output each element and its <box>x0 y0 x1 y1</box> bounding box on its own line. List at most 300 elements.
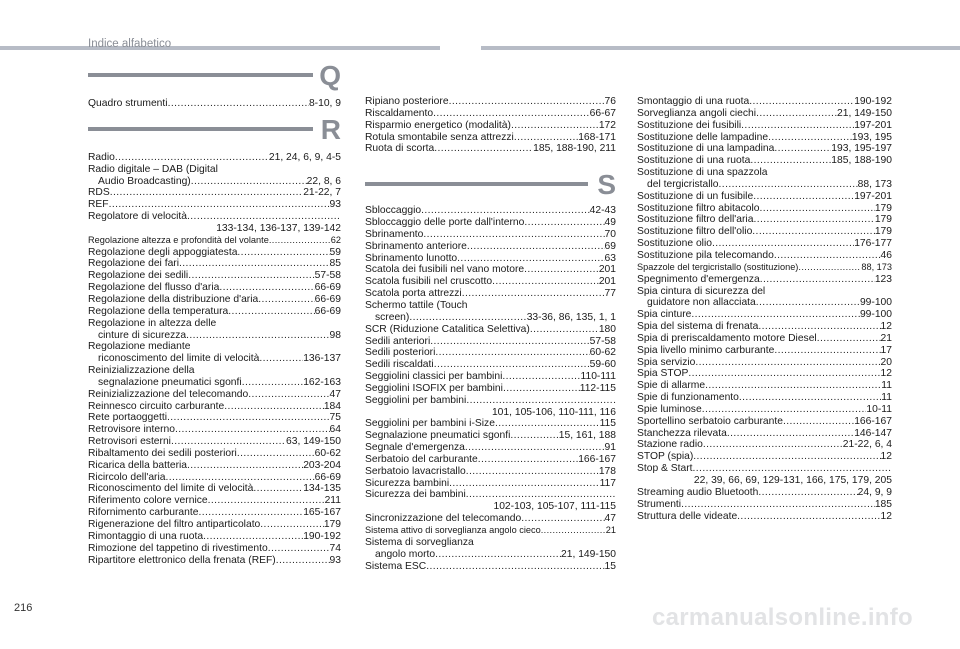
dot-leader <box>191 176 307 188</box>
dot-leader <box>435 549 561 561</box>
index-entry-title: Seggiolini per bambini i-Size <box>365 418 495 430</box>
index-entry-line <box>637 214 892 226</box>
index-entry <box>637 250 892 262</box>
index-entry-title: Reinizializzazione della <box>88 365 195 377</box>
dot-leader <box>462 288 605 300</box>
index-entry-title: Spia del sistema di frenata <box>637 321 759 333</box>
index-entry-line <box>365 347 616 359</box>
index-entry-title: Spie luminose <box>637 403 702 415</box>
index-entry-line <box>365 143 616 155</box>
index-entry <box>88 152 341 164</box>
index-entry-title: Riferimento colore vernice <box>88 495 208 507</box>
index-entry-pages: 178 <box>598 465 616 477</box>
index-entry <box>637 96 892 108</box>
index-entry-pages: 176-177 <box>854 238 892 250</box>
index-entry-line <box>637 250 892 262</box>
index-entry <box>365 561 616 573</box>
index-entry-pages: 60-62 <box>589 347 616 359</box>
dot-leader <box>511 120 599 132</box>
index-entry-line <box>637 155 892 167</box>
index-entry-title: Sostituzione di una ruota <box>637 155 751 167</box>
index-entry-line <box>365 120 616 132</box>
index-entry <box>637 191 892 203</box>
index-entry <box>637 368 892 380</box>
index-entry-title: Sistema di sorveglianza <box>365 536 474 548</box>
index-entry-title: Segnalazione pneumatici sgonfi <box>365 430 511 442</box>
index-entry <box>88 460 341 472</box>
index-entry-line <box>88 211 341 223</box>
dot-leader <box>756 297 860 309</box>
index-entry <box>365 253 616 265</box>
dot-leader <box>702 404 867 416</box>
index-entry-pages: 179 <box>323 519 341 530</box>
dot-leader <box>409 312 526 324</box>
index-entry <box>88 164 341 188</box>
index-entry-title: STOP (spia) <box>637 451 694 463</box>
index-entry <box>88 401 341 413</box>
index-entry-line <box>637 392 892 404</box>
index-entry-pages: 77 <box>604 288 616 300</box>
index-entry-line <box>637 404 892 416</box>
index-column-3 <box>637 96 892 522</box>
index-entry <box>365 430 616 442</box>
dot-leader <box>466 395 616 407</box>
index-entry-title: Sedili posteriori <box>365 347 436 359</box>
index-entry-title: Sedili anteriori <box>365 335 431 347</box>
dot-leader <box>208 495 325 507</box>
index-entry <box>365 217 616 229</box>
index-entry-line <box>365 454 616 466</box>
index-entry <box>88 235 341 247</box>
index-entry-pages: 166-167 <box>854 415 892 427</box>
index-entry <box>365 537 616 561</box>
index-entry-pages: 98 <box>329 329 341 341</box>
index-entry-title: Sincronizzazione del telecomando <box>365 513 522 525</box>
index-entry-line <box>365 253 616 265</box>
index-entry <box>637 262 892 274</box>
index-entry-continuation: guidatore non allacciata <box>647 297 756 309</box>
index-entry-line <box>637 333 892 345</box>
index-entry-pages: 134-135 <box>303 483 341 495</box>
index-entry-line <box>365 336 616 348</box>
index-entry-line <box>365 489 616 501</box>
dot-leader <box>727 428 854 440</box>
dot-leader <box>798 262 861 274</box>
index-entry-line <box>637 345 892 357</box>
index-entry-title: Strumenti <box>637 498 682 510</box>
dot-leader <box>426 561 604 573</box>
index-entry-line <box>88 306 341 318</box>
dot-leader <box>435 347 589 359</box>
dot-leader <box>758 487 857 499</box>
index-entry-line <box>637 463 892 475</box>
index-entry-pages: 76 <box>604 96 616 107</box>
page-header-title: Indice alfabetico <box>88 38 172 50</box>
index-entry-line <box>88 519 341 531</box>
index-entry-pages: 88, 173 <box>861 261 892 272</box>
index-entry <box>88 365 341 389</box>
index-entry-pages: 21 <box>605 525 616 535</box>
index-entry <box>365 229 616 241</box>
index-entry-line <box>637 191 892 203</box>
index-entry <box>365 442 616 454</box>
index-entry <box>637 463 892 487</box>
dot-leader <box>433 108 590 120</box>
index-entry-pages: 197-201 <box>854 119 892 131</box>
index-entry-pages: 12 <box>880 368 892 380</box>
index-entry-title: Ricircolo dell'aria <box>88 471 166 483</box>
index-entry-title: Sbrinamento lunotto <box>365 252 458 264</box>
index-entry <box>365 241 616 253</box>
index-entry-pages: 185, 188-190 <box>831 155 892 167</box>
index-entry-continuation: riconoscimento del limite di velocità <box>98 353 260 365</box>
index-entry <box>88 294 341 306</box>
index-entry <box>365 383 616 395</box>
index-entry-pages: 93 <box>329 199 341 211</box>
index-entry-pages: 22, 8, 6 <box>306 175 341 187</box>
index-entry-title: Smontaggio di una ruota <box>637 96 750 107</box>
index-entry-pages: 193, 195-197 <box>831 143 892 155</box>
index-entry-pages: 146-147 <box>854 427 892 439</box>
index-entry-line <box>365 324 616 336</box>
index-entry-continuation: segnalazione pneumatici sgonfi <box>98 376 242 388</box>
index-entry <box>365 264 616 276</box>
dot-leader <box>167 412 330 424</box>
index-entry-title: Quadro strumenti <box>88 98 168 109</box>
index-entry-pages: 203-204 <box>303 459 341 471</box>
dot-leader <box>693 463 892 475</box>
index-entry <box>88 258 341 270</box>
index-entry-title: Sostituzione filtro abitacolo <box>637 202 760 214</box>
dot-leader <box>168 98 309 110</box>
dot-leader <box>478 454 578 466</box>
dot-leader <box>688 368 880 380</box>
dot-leader <box>524 264 599 276</box>
index-entry-line <box>365 442 616 454</box>
index-entry <box>365 120 616 132</box>
index-entry-title: Reinizializzazione del telecomando <box>88 388 249 400</box>
index-entry-pages: 168-171 <box>578 131 616 143</box>
dot-leader <box>187 211 341 223</box>
index-entry-pages: 66-69 <box>314 293 341 305</box>
index-entry-line <box>365 418 616 430</box>
index-entry-title: Radio <box>88 151 115 163</box>
index-entry-pages: 99-100 <box>859 297 892 309</box>
index-entry <box>88 98 341 110</box>
index-entry-continuation: angolo morto <box>375 548 436 560</box>
index-entry-pages: 66-67 <box>589 107 616 119</box>
dot-leader <box>186 330 329 342</box>
dot-leader <box>237 448 315 460</box>
index-entry <box>637 286 892 310</box>
dot-leader <box>115 152 269 164</box>
index-entry-title: Sportellino serbatoio carburante <box>637 415 783 427</box>
index-entry-title: Regolatore di velocità <box>88 211 188 223</box>
index-entry-pages: 64 <box>329 424 341 436</box>
index-entry-line <box>88 294 341 306</box>
index-entry-line <box>88 531 341 543</box>
index-entry <box>637 274 892 286</box>
index-entry-title: Spia servizio <box>637 356 696 368</box>
index-entry-pages: 69 <box>604 240 616 252</box>
index-entry <box>88 282 341 294</box>
index-entry-title: Sbrinamento <box>365 228 424 240</box>
dot-leader <box>269 235 331 247</box>
index-entry <box>637 309 892 321</box>
index-entry-line <box>88 98 341 110</box>
index-entry-pages: 185 <box>874 498 892 510</box>
index-entry-pages: 190-192 <box>854 96 892 107</box>
dot-leader <box>756 108 837 120</box>
index-entry-pages: 42-43 <box>589 205 616 217</box>
index-entry <box>88 247 341 259</box>
index-entry <box>88 555 341 567</box>
index-entry-title: Ripiano posteriore <box>365 96 449 107</box>
index-entry-pages: 10-11 <box>866 403 892 415</box>
index-entry-pages: 110-111 <box>580 371 616 383</box>
dot-leader <box>510 430 558 442</box>
index-entry-title: Sostituzione di un fusibile <box>637 190 754 202</box>
index-entry-pages: 136-137 <box>303 353 341 365</box>
dot-leader <box>741 120 854 132</box>
index-entry-pages: 85 <box>329 258 341 270</box>
dot-leader <box>171 436 286 448</box>
index-entry-title: Regolazione del flusso d'aria <box>88 282 220 294</box>
index-entry-title: Reinnesco circuito carburante <box>88 400 225 412</box>
index-entry <box>365 478 616 490</box>
index-entry-pages: 180 <box>598 323 616 335</box>
index-entry-pages: 179 <box>874 226 892 238</box>
index-entry-line <box>365 96 616 108</box>
index-entry-line <box>365 466 616 478</box>
index-entry <box>637 416 892 428</box>
index-entry <box>365 347 616 359</box>
index-entry-pages: 12 <box>880 321 892 333</box>
index-entry-line <box>637 357 892 369</box>
index-entry-title: Scatola dei fusibili nel vano motore <box>365 264 525 276</box>
dot-leader <box>712 238 854 250</box>
index-entry-pages: 47 <box>329 388 341 400</box>
index-entry-title: Streaming audio Bluetooth <box>637 486 759 498</box>
dot-leader <box>228 306 314 318</box>
index-entry-title: Sbloccaggio <box>365 205 422 217</box>
index-entry <box>637 511 892 523</box>
index-entry-title: Sorveglianza angoli ciechi <box>637 107 757 119</box>
dot-leader <box>242 377 304 389</box>
index-entry <box>365 513 616 525</box>
section-heading-q <box>88 60 341 98</box>
index-entry-line <box>88 270 341 282</box>
dot-leader <box>466 489 616 501</box>
dot-leader <box>514 132 578 144</box>
index-entry <box>88 507 341 519</box>
index-entry-line <box>88 282 341 294</box>
index-entry-title: Sicurezza dei bambini <box>365 489 466 501</box>
dot-leader <box>703 439 843 451</box>
index-entry-line <box>637 132 892 144</box>
dot-leader <box>530 324 599 336</box>
index-entry-line <box>365 549 616 561</box>
index-entry-title: Stanchezza rilevata <box>637 427 727 439</box>
index-entry <box>365 418 616 430</box>
index-entry-pages: 49 <box>604 217 616 229</box>
index-entry-pages: 115 <box>599 418 616 430</box>
index-entry-pages: 184 <box>323 400 341 412</box>
index-entry-line <box>88 448 341 460</box>
dot-leader <box>237 247 329 259</box>
index-entry-line <box>637 416 892 428</box>
index-entry-pages: 59 <box>329 246 341 258</box>
index-column-1 <box>88 60 341 566</box>
index-entry-line <box>637 428 892 440</box>
dot-leader <box>719 179 858 191</box>
index-entry <box>88 448 341 460</box>
index-entry-line <box>637 108 892 120</box>
index-entry <box>637 226 892 238</box>
index-entry-line <box>365 276 616 288</box>
dot-leader <box>492 276 599 288</box>
index-entry <box>365 132 616 144</box>
index-entry-line <box>88 483 341 495</box>
section-heading-s <box>365 169 616 205</box>
index-entry-line <box>365 561 616 573</box>
index-entry <box>88 270 341 282</box>
index-entry-line <box>637 309 892 321</box>
dot-leader <box>521 513 604 525</box>
index-entry <box>88 472 341 484</box>
index-entry <box>365 395 616 419</box>
dot-leader <box>753 214 874 226</box>
dot-leader <box>541 525 606 537</box>
dot-leader <box>198 507 303 519</box>
section-rule <box>88 127 313 131</box>
dot-leader <box>502 371 580 383</box>
index-entry-continuation: del tergicristallo <box>647 178 719 190</box>
index-entry-title: Spazzole del tergicristallo (sostituzione) <box>637 261 799 272</box>
dot-leader <box>166 472 315 484</box>
section-heading-r <box>88 113 341 152</box>
index-entry-pages: 62 <box>330 234 341 245</box>
index-entry-pages: 93 <box>329 554 341 566</box>
index-entry-title: Sostituzione dei fusibili <box>637 119 742 131</box>
index-entry-line <box>365 205 616 217</box>
index-entry-line <box>88 401 341 413</box>
index-entry-line <box>637 120 892 132</box>
index-entry-title: Sostituzione di una spazzola <box>637 167 768 179</box>
index-entry-title: Ribaltamento dei sedili posteriori <box>88 447 237 459</box>
index-entry-pages: 12 <box>880 510 892 522</box>
index-entry <box>637 392 892 404</box>
dot-leader <box>467 241 605 253</box>
index-entry-title: Rigenerazione del filtro antiparticolato <box>88 519 261 530</box>
index-entry-line <box>88 235 341 247</box>
index-entry-pages: 66-69 <box>314 305 341 317</box>
index-entry-pages: 11 <box>881 392 892 404</box>
index-entry-title: Sostituzione olio <box>637 238 712 250</box>
index-entry-title: Spia livello minimo carburante <box>637 344 775 356</box>
index-entry-pages: 24, 9, 9 <box>857 486 892 498</box>
dot-leader <box>219 282 314 294</box>
index-entry-title: Seggiolini classici per bambini <box>365 371 503 383</box>
index-entry-pages: 63 <box>604 252 616 264</box>
index-entry-pages: 88, 173 <box>857 178 892 190</box>
index-entry-pages: 21-22, 6, 4 <box>842 439 892 451</box>
index-entry-line <box>637 511 892 523</box>
dot-leader <box>187 460 303 472</box>
index-entry <box>365 143 616 155</box>
index-entry-line <box>365 430 616 442</box>
index-entry-line <box>637 96 892 108</box>
index-entry-pages: 162-163 <box>303 376 341 388</box>
index-entry-pages: 190-192 <box>303 530 341 542</box>
index-entry-line <box>88 389 341 401</box>
index-entry <box>88 495 341 507</box>
index-entry-line <box>637 203 892 215</box>
dot-leader <box>817 333 881 345</box>
index-entry-title: Spegnimento d'emergenza <box>637 273 760 285</box>
index-entry-pages: 211 <box>324 495 341 507</box>
section-rule <box>88 73 313 77</box>
dot-leader <box>705 380 881 392</box>
index-entry-pages: 165-167 <box>303 507 341 519</box>
index-entry <box>88 306 341 318</box>
index-entry <box>88 199 341 211</box>
index-entry-pages: 21 <box>880 332 892 344</box>
index-entry-continuation: Audio Broadcasting) <box>98 175 191 187</box>
index-entry-title: Regolazione dei fari <box>88 258 180 270</box>
index-entry-pages: 75 <box>329 412 341 424</box>
index-entry-line <box>637 439 892 451</box>
dot-leader <box>760 203 875 215</box>
index-entry <box>637 321 892 333</box>
index-entry <box>88 318 341 342</box>
index-entry <box>365 324 616 336</box>
index-entry-pages: 91 <box>604 442 616 454</box>
index-entry-title: Radio digitale – DAB (Digital <box>88 163 218 175</box>
index-entry <box>637 238 892 250</box>
dot-leader <box>259 353 303 365</box>
index-entry <box>365 276 616 288</box>
index-entry-pages: 63, 149-150 <box>286 436 341 448</box>
dot-leader <box>495 418 600 430</box>
index-entry-line <box>88 472 341 484</box>
watermark: carmanualsonline.info <box>652 604 914 631</box>
dot-leader <box>774 143 831 155</box>
dot-leader <box>423 229 604 241</box>
index-entry-line <box>88 543 341 555</box>
index-entry-pages: 46 <box>880 249 892 261</box>
index-entry-title: Rifornimento carburante <box>88 507 199 519</box>
index-entry-pages: 123 <box>874 273 892 285</box>
index-entry-title: Sostituzione filtro dell'olio <box>637 226 753 238</box>
index-entry-title: Segnale d'emergenza <box>365 442 465 454</box>
index-entry-title: Spia cintura di sicurezza del <box>637 285 766 297</box>
index-entry-line <box>88 555 341 567</box>
dot-leader <box>110 187 303 199</box>
dot-leader <box>430 336 589 348</box>
dot-leader <box>203 531 303 543</box>
index-entry <box>88 187 341 199</box>
index-entry <box>637 143 892 155</box>
index-entry-title: RDS <box>88 187 110 199</box>
index-entry-line <box>365 288 616 300</box>
index-entry-line <box>637 368 892 380</box>
index-entry-title: Ruota di scorta <box>365 143 435 155</box>
index-entry-continuation: screen) <box>375 311 410 323</box>
index-entry-line <box>365 359 616 371</box>
index-entry-title: Spia di preriscaldamento motore Diesel <box>637 332 817 344</box>
index-entry-title: Spie di allarme <box>637 380 706 392</box>
